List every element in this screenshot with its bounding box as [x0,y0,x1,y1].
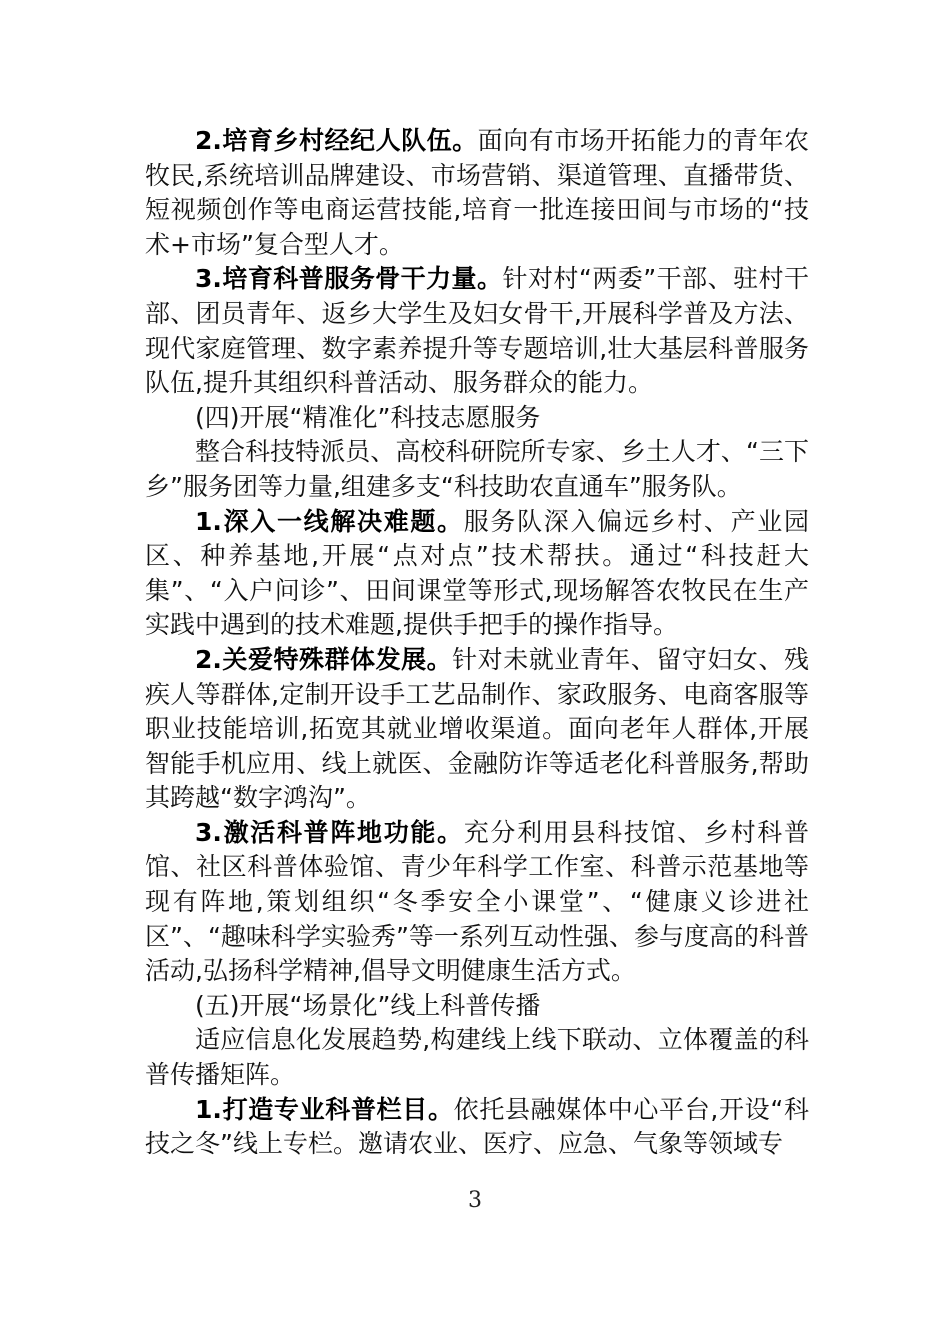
paragraph-8 [145,1093,809,1162]
section-heading-5 [145,989,809,1024]
paragraph-5-heading: 2.关爱特殊群体发展。 [195,644,453,674]
paragraph-1-text: 面向有市场开拓能力的青年农牧民,系统培训品牌建设、市场营销、渠道管理、直播带货、短视频创作等电商运营技能,培育一批连接田间与市场的“技术+市场”复合型人才。 [145,126,809,259]
paragraph-6-heading: 3.激活科普阵地功能。 [195,817,464,847]
paragraph-8-text: 依托县融媒体中心平台,开设“科技之冬”线上专栏。邀请农业、医疗、应急、气象等领域专 [145,1094,809,1159]
paragraph-5-text: 针对未就业青年、留守妇女、残疾人等群体,定制开设手工艺品制作、家政服务、电商客服等职业技能培训,拓宽其就业增收渠道。面向老年人群体,开展智能手机应用、线上就医、金融防诈等适老化科普服务,帮助其跨越“数字鸿沟”。 [145,644,809,813]
section-heading-4 [145,401,809,436]
paragraph-7 [145,1023,809,1092]
paragraph-2 [145,262,809,400]
paragraph-8-heading: 1.打造专业科普栏目。 [195,1094,454,1124]
paragraph-5 [145,643,809,816]
paragraph-2-text: 针对村“两委”干部、驻村干部、团员青年、返乡大学生及妇女骨干,开展科学普及方法、现代家庭管理、数字素养提升等专题培训,壮大基层科普服务队伍,提升其组织科普活动、服务群众的能力。 [145,264,809,398]
section-heading-4-text: (四)开展“精准化”科技志愿服务 [195,402,541,432]
paragraph-4-text: 服务队深入偏远乡村、产业园区、种养基地,开展“点对点”技术帮扶。通过“科技赶大集”、“入户问诊”、田间课堂等形式,现场解答农牧民在生产实践中遇到的技术难题,提供手把手的操作指导。 [145,506,809,640]
paragraph-1-heading: 2.培育乡村经纪人队伍。 [195,126,478,155]
page-number: 3 [468,1188,482,1213]
paragraph-4 [145,505,809,643]
paragraph-7-text: 适应信息化发展趋势,构建线上线下联动、立体覆盖的科普传播矩阵。 [145,1025,809,1090]
paragraph-2-heading: 3.培育科普服务骨干力量。 [195,264,503,294]
paragraph-6 [145,816,809,989]
paragraph-6-text: 充分利用县科技馆、乡村科普馆、社区科普体验馆、青少年科学工作室、科普示范基地等现有阵地,策划组织“冬季安全小课堂”、“健康义诊进社区”、“趣味科学实验秀”等一系列互动性强、参与度高的科普活动,弘扬科学精神,倡导文明健康生活方式。 [145,817,809,986]
section-heading-5-text: (五)开展“场景化”线上科普传播 [195,990,541,1020]
paragraph-4-heading: 1.深入一线解决难题。 [195,506,464,536]
paragraph-3-text: 整合科技特派员、高校科研院所专家、乡土人才、“三下乡”服务团等力量,组建多支“科技助农直通车”服务队。 [145,437,809,501]
paragraph-3 [145,435,809,504]
document-body [145,124,809,1162]
paragraph-1 [145,124,809,262]
